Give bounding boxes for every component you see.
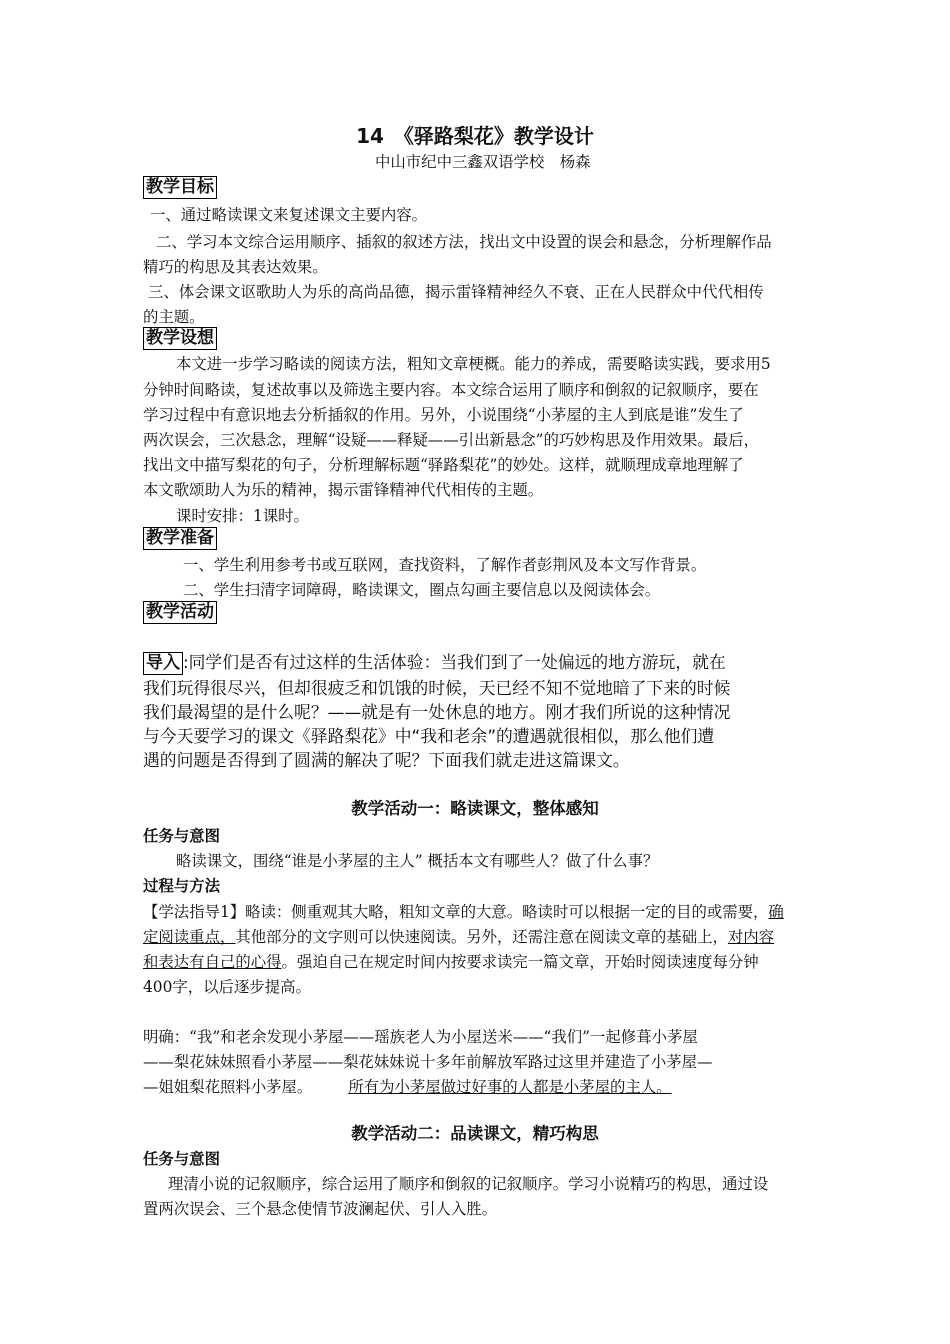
section-heading-goals [143,176,217,199]
act2-line-1: 理清小说的记叙顺序，综合运用了顺序和倒叙的记叙顺序。学习小说精巧的构思，通过设 [168,1175,769,1193]
section-heading-activities [143,601,217,624]
clarify-line-3 [143,1077,672,1097]
goal-item-2-cont: 精巧的构思及其表达效果。 [143,258,328,276]
schedule-line: 课时安排：1课时。 [176,507,309,525]
intro-text: :同学们是否有过这样的生活体验：当我们到了一处偏远的地方游玩，就在 [183,652,726,672]
heading-box: 教学目标 [143,176,217,199]
guide-text: 。强迫自己在规定时间内按要求读完一篇文章，开始时阅读速度每分钟 [281,953,759,971]
guide-text: 【学法指导1】略读：侧重观其大略，粗知文章的大意。略读时可以根据一定的目的或需要， [143,903,769,921]
act2-line-2: 置两次误会、三个悬念使情节波澜起伏、引人入胜。 [143,1200,497,1218]
clarify-line-1: 明确：“我”和老余发现小茅屋——瑶族老人为小屋送米——“我们”一起修葺小茅屋 [143,1028,698,1046]
goal-item-3-cont: 的主题。 [143,308,205,326]
idea-line-3: 学习过程中有意识地去分析插叙的作用。另外，小说围绕“小茅屋的主人到底是谁”发生了 [143,406,744,424]
goal-item-2: 二、学习本文综合运用顺序、插叙的叙述方法，找出文中设置的误会和悬念，分析理解作品 [156,233,772,251]
underlined-text: 和表达有自己的心得 [143,953,282,971]
intro-label: 导入 [143,652,183,675]
idea-line-5: 找出文中描写梨花的句子，分析理解标题“驿路梨花”的妙处。这样，就顺理成章地理解了 [143,456,744,474]
underlined-text: 确 [768,903,784,921]
guide-line-1 [143,902,784,922]
process-label: 过程与方法 [143,877,220,895]
task-text: 略读课文，围绕“谁是小茅屋的主人” 概括本文有哪些人？做了什么事？ [176,852,659,870]
heading-box: 教学活动 [143,601,217,624]
idea-line-4: 两次误会，三次悬念，理解“设疑——释疑——引出新悬念”的巧妙构思及作用效果。最后， [143,431,759,449]
document-title: 14 《驿路梨花》教学设计 [356,124,594,148]
author-line: 中山市纪中三鑫双语学校 杨森 [375,153,591,171]
task-label-2: 任务与意图 [143,1150,220,1168]
guide-line-4: 400字，以后逐步提高。 [143,978,311,996]
guide-line-3 [143,952,759,972]
underlined-text: 所有为小茅屋做过好事的人都是小茅屋的主人。 [348,1078,672,1096]
guide-line-2 [143,927,774,947]
intro-line-4: 与今天要学习的课文《驿路梨花》中“我和老余”的遭遇就很相似，那么他们遭 [143,726,715,746]
heading-box: 教学准备 [143,527,217,550]
idea-line-1: 本文进一步学习略读的阅读方法，粗知文章梗概。能力的养成，需要略读实践，要求用5 [176,355,771,373]
intro-line-1 [143,651,726,675]
heading-box: 教学设想 [143,327,217,350]
section-heading-prep [143,527,217,550]
prep-item-1: 一、学生利用参考书或互联网，查找资料，了解作者彭荆风及本文写作背景。 [183,556,707,574]
intro-line-5: 遇的问题是否得到了圆满的解决了呢？下面我们就走进这篇课文。 [143,750,630,770]
activity-1-title: 教学活动一：略读课文，整体感知 [351,799,599,818]
clarify-line-2: ——梨花妹妹照看小茅屋——梨花妹妹说十多年前解放军路过这里并建造了小茅屋— [143,1053,713,1071]
intro-line-2: 我们玩得很尽兴，但却很疲乏和饥饿的时候，天已经不知不觉地暗了下来的时候 [143,678,731,698]
underlined-text: 对内容 [727,928,775,946]
intro-line-3: 我们最渴望的是什么呢？——就是有一处休息的地方。刚才我们所说的这种情况 [143,702,731,722]
guide-text: 其他部分的文字则可以快速阅读。另外，还需注意在阅读文章的基础上， [235,928,728,946]
goal-item-3: 三、体会课文讴歌助人为乐的高尚品德，揭示雷锋精神经久不衰、正在人民群众中代代相传 [148,283,764,301]
section-heading-idea [143,327,217,350]
goal-item-1: 一、通过略读课文来复述课文主要内容。 [150,206,428,224]
clarify-text: —姐姐梨花照料小茅屋。 [143,1078,313,1096]
idea-line-6: 本文歌颂助人为乐的精神，揭示雷锋精神代代相传的主题。 [143,481,544,499]
idea-line-2: 分钟时间略读，复述故事以及筛选主要内容。本文综合运用了顺序和倒叙的记叙顺序，要在 [143,381,759,399]
activity-2-title: 教学活动二：品读课文，精巧构思 [351,1124,599,1143]
underlined-text: 定阅读重点， [143,928,236,946]
prep-item-2: 二、学生扫清字词障碍，略读课文，圈点勾画主要信息以及阅读体会。 [183,581,661,599]
task-label: 任务与意图 [143,827,220,845]
